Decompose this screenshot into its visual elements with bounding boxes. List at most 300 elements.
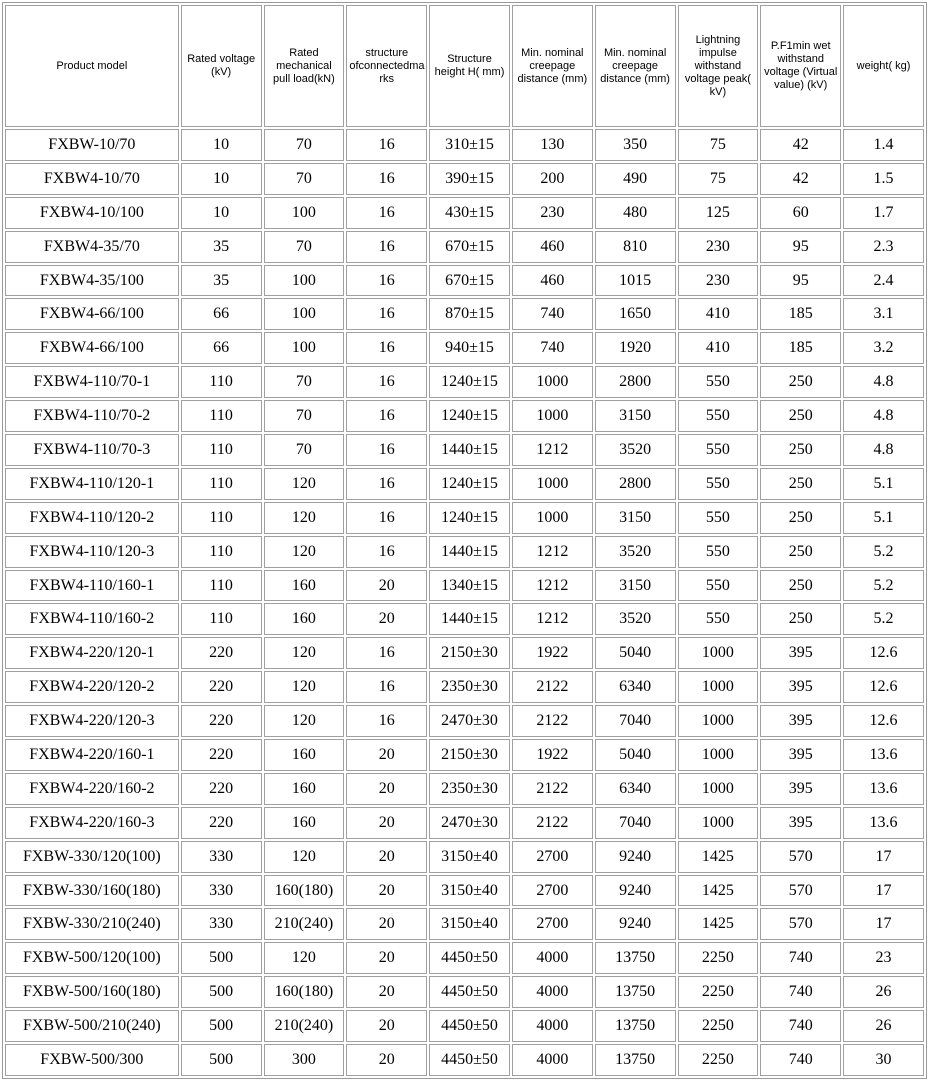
cell-product-model: FXBW-330/210(240) [5,908,179,940]
cell-creepage-distance-a: 1000 [512,502,593,534]
cell-structure-height: 310±15 [429,129,510,161]
cell-wet-withstand-voltage: 185 [760,332,841,364]
cell-rated-pull-load: 120 [264,671,345,703]
cell-wet-withstand-voltage: 570 [760,841,841,873]
cell-connection-structure: 20 [346,773,427,805]
cell-product-model: FXBW4-110/120-1 [5,468,179,500]
cell-creepage-distance-a: 2122 [512,705,593,737]
cell-wet-withstand-voltage: 250 [760,400,841,432]
cell-wet-withstand-voltage: 60 [760,197,841,229]
cell-rated-pull-load: 120 [264,942,345,974]
cell-weight: 12.6 [843,671,924,703]
cell-rated-voltage: 500 [181,1044,262,1076]
cell-rated-voltage: 110 [181,603,262,635]
cell-structure-height: 2150±30 [429,637,510,669]
cell-lightning-impulse: 1425 [678,841,759,873]
cell-creepage-distance-a: 1000 [512,400,593,432]
cell-connection-structure: 16 [346,705,427,737]
cell-structure-height: 2470±30 [429,705,510,737]
cell-weight: 5.2 [843,603,924,635]
cell-weight: 26 [843,1010,924,1042]
cell-structure-height: 1240±15 [429,502,510,534]
cell-structure-height: 1240±15 [429,400,510,432]
cell-creepage-distance-a: 1212 [512,570,593,602]
cell-rated-voltage: 110 [181,570,262,602]
header-lightning-impulse: Lightning impulse withstand voltage peak( kV) [678,5,759,127]
header-row [5,5,924,127]
cell-connection-structure: 20 [346,942,427,974]
cell-creepage-distance-b: 7040 [595,807,676,839]
cell-product-model: FXBW4-220/120-3 [5,705,179,737]
cell-weight: 5.2 [843,570,924,602]
cell-lightning-impulse: 2250 [678,1044,759,1076]
cell-product-model: FXBW4-110/70-2 [5,400,179,432]
table-row [5,231,924,263]
cell-product-model: FXBW4-220/120-1 [5,637,179,669]
cell-creepage-distance-a: 1922 [512,637,593,669]
cell-rated-pull-load: 160 [264,773,345,805]
cell-product-model: FXBW4-66/100 [5,298,179,330]
cell-lightning-impulse: 125 [678,197,759,229]
table-row [5,400,924,432]
cell-creepage-distance-b: 3520 [595,536,676,568]
cell-creepage-distance-b: 1015 [595,265,676,297]
cell-product-model: FXBW4-35/100 [5,265,179,297]
cell-creepage-distance-b: 9240 [595,875,676,907]
cell-structure-height: 2150±30 [429,739,510,771]
cell-product-model: FXBW4-110/160-2 [5,603,179,635]
cell-rated-voltage: 110 [181,366,262,398]
cell-connection-structure: 16 [346,197,427,229]
cell-lightning-impulse: 410 [678,298,759,330]
cell-rated-pull-load: 120 [264,637,345,669]
cell-rated-voltage: 110 [181,536,262,568]
cell-creepage-distance-b: 9240 [595,908,676,940]
cell-rated-voltage: 110 [181,468,262,500]
cell-structure-height: 670±15 [429,265,510,297]
cell-structure-height: 1340±15 [429,570,510,602]
cell-product-model: FXBW-10/70 [5,129,179,161]
cell-wet-withstand-voltage: 250 [760,468,841,500]
cell-product-model: FXBW4-110/70-1 [5,366,179,398]
cell-rated-voltage: 66 [181,298,262,330]
cell-structure-height: 3150±40 [429,908,510,940]
table-row [5,502,924,534]
cell-lightning-impulse: 550 [678,536,759,568]
table-row [5,1044,924,1076]
cell-wet-withstand-voltage: 740 [760,1010,841,1042]
cell-creepage-distance-b: 6340 [595,773,676,805]
cell-product-model: FXBW4-110/120-3 [5,536,179,568]
cell-creepage-distance-b: 3150 [595,570,676,602]
cell-product-model: FXBW-500/120(100) [5,942,179,974]
cell-creepage-distance-a: 200 [512,163,593,195]
cell-lightning-impulse: 230 [678,231,759,263]
cell-weight: 1.5 [843,163,924,195]
cell-wet-withstand-voltage: 395 [760,807,841,839]
cell-lightning-impulse: 410 [678,332,759,364]
cell-structure-height: 4450±50 [429,942,510,974]
table-header [5,5,924,127]
cell-weight: 13.6 [843,807,924,839]
cell-rated-voltage: 500 [181,976,262,1008]
cell-creepage-distance-b: 5040 [595,637,676,669]
cell-creepage-distance-a: 2700 [512,841,593,873]
cell-creepage-distance-a: 1212 [512,536,593,568]
table-row [5,129,924,161]
cell-rated-pull-load: 120 [264,536,345,568]
cell-connection-structure: 20 [346,841,427,873]
cell-creepage-distance-b: 490 [595,163,676,195]
cell-lightning-impulse: 2250 [678,976,759,1008]
cell-weight: 12.6 [843,637,924,669]
cell-weight: 30 [843,1044,924,1076]
table-body [5,129,924,1076]
cell-product-model: FXBW4-10/100 [5,197,179,229]
cell-creepage-distance-a: 230 [512,197,593,229]
cell-rated-voltage: 10 [181,129,262,161]
cell-rated-pull-load: 70 [264,231,345,263]
cell-wet-withstand-voltage: 250 [760,536,841,568]
header-weight: weight( kg) [843,5,924,127]
cell-lightning-impulse: 1000 [678,739,759,771]
cell-wet-withstand-voltage: 395 [760,705,841,737]
cell-connection-structure: 16 [346,265,427,297]
cell-structure-height: 4450±50 [429,976,510,1008]
cell-wet-withstand-voltage: 740 [760,1044,841,1076]
cell-lightning-impulse: 1000 [678,705,759,737]
cell-rated-voltage: 35 [181,265,262,297]
cell-rated-pull-load: 100 [264,298,345,330]
cell-rated-pull-load: 160 [264,739,345,771]
header-rated-voltage: Rated voltage (kV) [181,5,262,127]
cell-structure-height: 4450±50 [429,1010,510,1042]
cell-weight: 5.2 [843,536,924,568]
cell-connection-structure: 16 [346,400,427,432]
cell-weight: 1.7 [843,197,924,229]
cell-creepage-distance-a: 1000 [512,468,593,500]
cell-connection-structure: 20 [346,739,427,771]
table-row [5,536,924,568]
cell-product-model: FXBW4-35/70 [5,231,179,263]
cell-weight: 12.6 [843,705,924,737]
cell-rated-voltage: 110 [181,400,262,432]
cell-connection-structure: 20 [346,875,427,907]
cell-wet-withstand-voltage: 395 [760,671,841,703]
cell-rated-pull-load: 300 [264,1044,345,1076]
cell-rated-pull-load: 70 [264,434,345,466]
table-row [5,807,924,839]
cell-lightning-impulse: 550 [678,570,759,602]
cell-rated-pull-load: 100 [264,265,345,297]
table-row [5,298,924,330]
table-row [5,366,924,398]
table-row [5,163,924,195]
cell-structure-height: 1440±15 [429,603,510,635]
cell-lightning-impulse: 75 [678,163,759,195]
cell-rated-voltage: 66 [181,332,262,364]
cell-rated-voltage: 110 [181,502,262,534]
cell-lightning-impulse: 550 [678,366,759,398]
table-row [5,570,924,602]
cell-creepage-distance-a: 130 [512,129,593,161]
cell-lightning-impulse: 1425 [678,875,759,907]
cell-wet-withstand-voltage: 42 [760,163,841,195]
cell-wet-withstand-voltage: 395 [760,637,841,669]
cell-structure-height: 2350±30 [429,671,510,703]
cell-creepage-distance-b: 7040 [595,705,676,737]
cell-rated-pull-load: 70 [264,366,345,398]
cell-rated-voltage: 220 [181,671,262,703]
cell-connection-structure: 16 [346,502,427,534]
cell-connection-structure: 16 [346,231,427,263]
cell-structure-height: 4450±50 [429,1044,510,1076]
cell-connection-structure: 16 [346,332,427,364]
cell-creepage-distance-a: 1212 [512,603,593,635]
cell-rated-voltage: 330 [181,841,262,873]
cell-lightning-impulse: 550 [678,400,759,432]
cell-structure-height: 2470±30 [429,807,510,839]
table-row [5,773,924,805]
cell-lightning-impulse: 1000 [678,773,759,805]
cell-creepage-distance-b: 5040 [595,739,676,771]
cell-creepage-distance-a: 740 [512,332,593,364]
cell-connection-structure: 16 [346,163,427,195]
cell-wet-withstand-voltage: 185 [760,298,841,330]
cell-weight: 2.4 [843,265,924,297]
cell-lightning-impulse: 1000 [678,637,759,669]
cell-creepage-distance-b: 3150 [595,400,676,432]
cell-creepage-distance-a: 4000 [512,942,593,974]
cell-creepage-distance-b: 13750 [595,1044,676,1076]
cell-weight: 5.1 [843,502,924,534]
cell-product-model: FXBW-500/210(240) [5,1010,179,1042]
cell-structure-height: 390±15 [429,163,510,195]
table-row [5,197,924,229]
cell-creepage-distance-a: 2700 [512,908,593,940]
cell-creepage-distance-a: 1000 [512,366,593,398]
cell-weight: 1.4 [843,129,924,161]
cell-wet-withstand-voltage: 395 [760,739,841,771]
table-row [5,671,924,703]
cell-creepage-distance-a: 460 [512,231,593,263]
cell-product-model: FXBW4-110/160-1 [5,570,179,602]
cell-connection-structure: 20 [346,570,427,602]
cell-rated-pull-load: 160 [264,570,345,602]
cell-rated-voltage: 330 [181,908,262,940]
cell-creepage-distance-a: 4000 [512,976,593,1008]
cell-rated-voltage: 220 [181,637,262,669]
header-creepage-distance-b: Min. nominal creepage distance (mm) [595,5,676,127]
cell-lightning-impulse: 550 [678,434,759,466]
cell-rated-pull-load: 210(240) [264,1010,345,1042]
cell-lightning-impulse: 550 [678,603,759,635]
cell-rated-voltage: 220 [181,807,262,839]
cell-connection-structure: 16 [346,536,427,568]
cell-rated-pull-load: 160(180) [264,976,345,1008]
cell-creepage-distance-a: 740 [512,298,593,330]
header-structure-height: Structure height H( mm) [429,5,510,127]
cell-connection-structure: 16 [346,468,427,500]
cell-lightning-impulse: 1000 [678,671,759,703]
cell-lightning-impulse: 75 [678,129,759,161]
cell-product-model: FXBW4-220/160-1 [5,739,179,771]
cell-structure-height: 3150±40 [429,875,510,907]
cell-connection-structure: 16 [346,129,427,161]
cell-connection-structure: 20 [346,976,427,1008]
cell-product-model: FXBW-330/120(100) [5,841,179,873]
cell-wet-withstand-voltage: 42 [760,129,841,161]
cell-product-model: FXBW4-220/120-2 [5,671,179,703]
cell-wet-withstand-voltage: 95 [760,265,841,297]
cell-rated-voltage: 10 [181,197,262,229]
cell-rated-pull-load: 100 [264,197,345,229]
cell-rated-voltage: 220 [181,773,262,805]
cell-rated-voltage: 220 [181,739,262,771]
cell-rated-pull-load: 100 [264,332,345,364]
cell-product-model: FXBW-330/160(180) [5,875,179,907]
cell-rated-pull-load: 160 [264,807,345,839]
table-row [5,976,924,1008]
header-rated-pull-load: Rated mechanical pull load(kN) [264,5,345,127]
cell-rated-voltage: 110 [181,434,262,466]
cell-connection-structure: 16 [346,637,427,669]
cell-rated-pull-load: 160(180) [264,875,345,907]
cell-wet-withstand-voltage: 250 [760,502,841,534]
cell-wet-withstand-voltage: 250 [760,570,841,602]
cell-structure-height: 3150±40 [429,841,510,873]
cell-creepage-distance-a: 2122 [512,773,593,805]
cell-lightning-impulse: 1425 [678,908,759,940]
cell-structure-height: 670±15 [429,231,510,263]
cell-product-model: FXBW4-110/120-2 [5,502,179,534]
cell-connection-structure: 16 [346,434,427,466]
cell-lightning-impulse: 1000 [678,807,759,839]
cell-creepage-distance-a: 460 [512,265,593,297]
cell-creepage-distance-a: 1922 [512,739,593,771]
cell-weight: 17 [843,841,924,873]
table-row [5,603,924,635]
cell-connection-structure: 20 [346,1010,427,1042]
cell-creepage-distance-b: 3150 [595,502,676,534]
table-row [5,739,924,771]
cell-wet-withstand-voltage: 250 [760,434,841,466]
cell-lightning-impulse: 2250 [678,942,759,974]
cell-rated-pull-load: 120 [264,502,345,534]
cell-product-model: FXBW4-10/70 [5,163,179,195]
cell-weight: 17 [843,875,924,907]
cell-rated-pull-load: 120 [264,705,345,737]
cell-creepage-distance-a: 4000 [512,1044,593,1076]
cell-creepage-distance-a: 2700 [512,875,593,907]
cell-creepage-distance-b: 2800 [595,366,676,398]
cell-wet-withstand-voltage: 395 [760,773,841,805]
cell-rated-voltage: 330 [181,875,262,907]
cell-structure-height: 2350±30 [429,773,510,805]
cell-rated-pull-load: 160 [264,603,345,635]
cell-structure-height: 430±15 [429,197,510,229]
cell-product-model: FXBW4-66/100 [5,332,179,364]
table-row [5,434,924,466]
cell-creepage-distance-a: 1212 [512,434,593,466]
cell-rated-pull-load: 210(240) [264,908,345,940]
cell-wet-withstand-voltage: 740 [760,976,841,1008]
cell-weight: 3.2 [843,332,924,364]
cell-connection-structure: 20 [346,1044,427,1076]
cell-creepage-distance-b: 810 [595,231,676,263]
insulator-spec-table [2,2,927,1079]
cell-weight: 5.1 [843,468,924,500]
table-row [5,468,924,500]
cell-creepage-distance-a: 2122 [512,807,593,839]
cell-rated-voltage: 500 [181,942,262,974]
header-wet-withstand-voltage: P.F1min wet withstand voltage (Virtual value) (kV) [760,5,841,127]
table-row [5,908,924,940]
cell-structure-height: 1240±15 [429,468,510,500]
cell-lightning-impulse: 2250 [678,1010,759,1042]
cell-rated-voltage: 10 [181,163,262,195]
cell-weight: 17 [843,908,924,940]
header-product-model: Product model [5,5,179,127]
cell-creepage-distance-b: 9240 [595,841,676,873]
cell-lightning-impulse: 550 [678,502,759,534]
cell-connection-structure: 20 [346,908,427,940]
table-row [5,332,924,364]
cell-creepage-distance-b: 13750 [595,976,676,1008]
cell-connection-structure: 16 [346,298,427,330]
cell-creepage-distance-b: 3520 [595,603,676,635]
cell-weight: 26 [843,976,924,1008]
cell-weight: 2.3 [843,231,924,263]
cell-structure-height: 940±15 [429,332,510,364]
cell-creepage-distance-b: 3520 [595,434,676,466]
cell-wet-withstand-voltage: 570 [760,875,841,907]
cell-product-model: FXBW4-220/160-3 [5,807,179,839]
cell-creepage-distance-a: 2122 [512,671,593,703]
cell-creepage-distance-b: 2800 [595,468,676,500]
cell-rated-pull-load: 70 [264,163,345,195]
header-connection-structure: structure ofconnectedma rks [346,5,427,127]
cell-structure-height: 1440±15 [429,536,510,568]
cell-structure-height: 1240±15 [429,366,510,398]
cell-weight: 13.6 [843,739,924,771]
cell-creepage-distance-b: 350 [595,129,676,161]
cell-weight: 4.8 [843,400,924,432]
cell-creepage-distance-b: 1920 [595,332,676,364]
cell-connection-structure: 20 [346,807,427,839]
cell-lightning-impulse: 550 [678,468,759,500]
cell-wet-withstand-voltage: 250 [760,366,841,398]
cell-wet-withstand-voltage: 250 [760,603,841,635]
cell-structure-height: 1440±15 [429,434,510,466]
cell-connection-structure: 16 [346,671,427,703]
table-row [5,841,924,873]
header-creepage-distance-a: Min. nominal creepage distance (mm) [512,5,593,127]
cell-rated-pull-load: 70 [264,400,345,432]
cell-weight: 13.6 [843,773,924,805]
cell-weight: 4.8 [843,366,924,398]
cell-creepage-distance-a: 4000 [512,1010,593,1042]
cell-weight: 3.1 [843,298,924,330]
cell-lightning-impulse: 230 [678,265,759,297]
cell-creepage-distance-b: 13750 [595,1010,676,1042]
cell-rated-voltage: 35 [181,231,262,263]
cell-wet-withstand-voltage: 740 [760,942,841,974]
table-row [5,942,924,974]
cell-rated-pull-load: 70 [264,129,345,161]
cell-rated-pull-load: 120 [264,468,345,500]
table-row [5,875,924,907]
